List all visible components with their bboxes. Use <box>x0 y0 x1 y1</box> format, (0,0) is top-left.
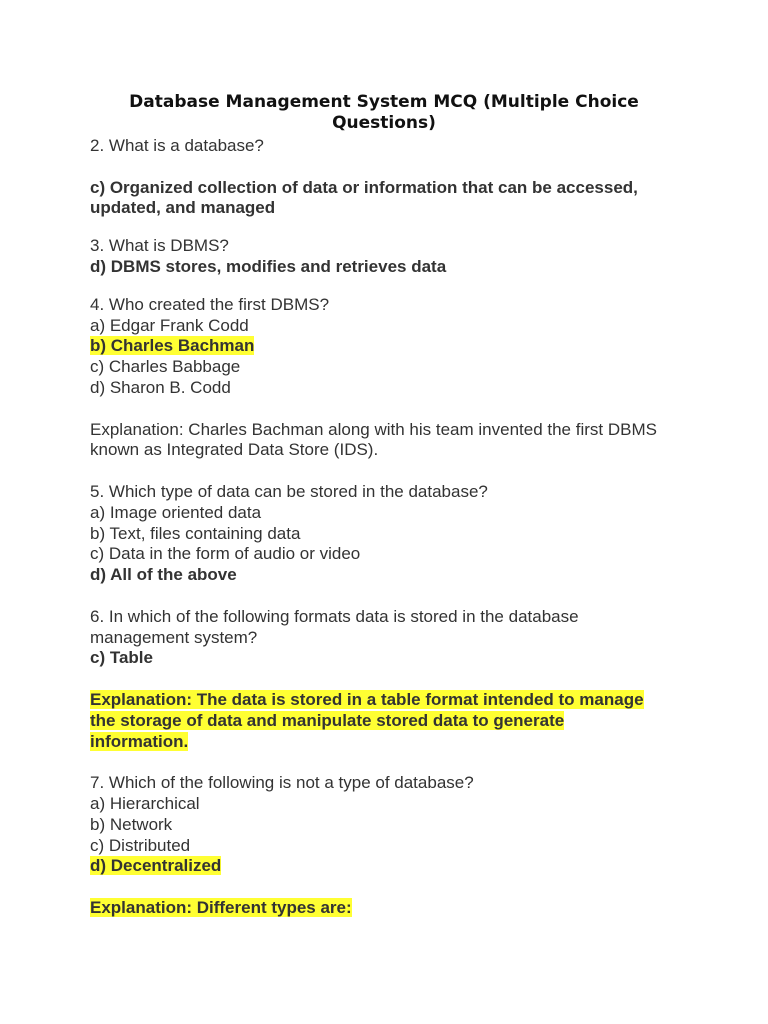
explanation-7: Explanation: Different types are: <box>90 897 352 917</box>
question-5-option-c: c) Data in the form of audio or video <box>90 544 361 564</box>
question-4-option-b-answer: b) Charles Bachman <box>90 336 255 356</box>
question-6-line-1: 6. In which of the following formats data is stored in the database <box>90 606 579 626</box>
explanation-6-line-2: the storage of data and manipulate stored data to generate <box>90 710 565 730</box>
question-5-option-a: a) Image oriented data <box>90 502 262 522</box>
document-title: Database Management System MCQ (Multiple Choice Questions) <box>129 92 639 133</box>
question-7-option-d-answer: d) Decentralized <box>90 856 222 876</box>
explanation-4-line-2: known as Integrated Data Store (IDS). <box>90 440 379 460</box>
explanation-6-line-3: information. <box>90 731 189 751</box>
question-4: 4. Who created the first DBMS? <box>90 294 330 314</box>
question-4-option-d: d) Sharon B. Codd <box>90 377 231 397</box>
question-7-option-a: a) Hierarchical <box>90 793 200 813</box>
question-5: 5. Which type of data can be stored in the database? <box>90 481 488 501</box>
question-4-option-c: c) Charles Babbage <box>90 357 241 377</box>
question-6-line-2: management system? <box>90 627 258 647</box>
document-body <box>90 136 690 919</box>
question-4-option-a: a) Edgar Frank Codd <box>90 315 249 335</box>
question-7-option-c: c) Distributed <box>90 835 191 855</box>
answer-2-line-2: updated, and managed <box>90 198 276 218</box>
explanation-6-line-1: Explanation: The data is stored in a table format intended to manage <box>90 689 644 709</box>
question-7: 7. Which of the following is not a type of database? <box>90 773 474 793</box>
question-7-option-b: b) Network <box>90 814 173 834</box>
question-5-option-b: b) Text, files containing data <box>90 523 301 543</box>
answer-6: c) Table <box>90 648 153 668</box>
answer-3: d) DBMS stores, modifies and retrieves data <box>90 256 447 276</box>
question-2: 2. What is a database? <box>90 136 264 155</box>
question-5-option-d-answer: d) All of the above <box>90 565 237 585</box>
explanation-4-line-1: Explanation: Charles Bachman along with his team invented the first DBMS <box>90 419 657 439</box>
question-3: 3. What is DBMS? <box>90 236 229 256</box>
answer-2-line-1: c) Organized collection of data or information that can be accessed, <box>90 177 638 197</box>
